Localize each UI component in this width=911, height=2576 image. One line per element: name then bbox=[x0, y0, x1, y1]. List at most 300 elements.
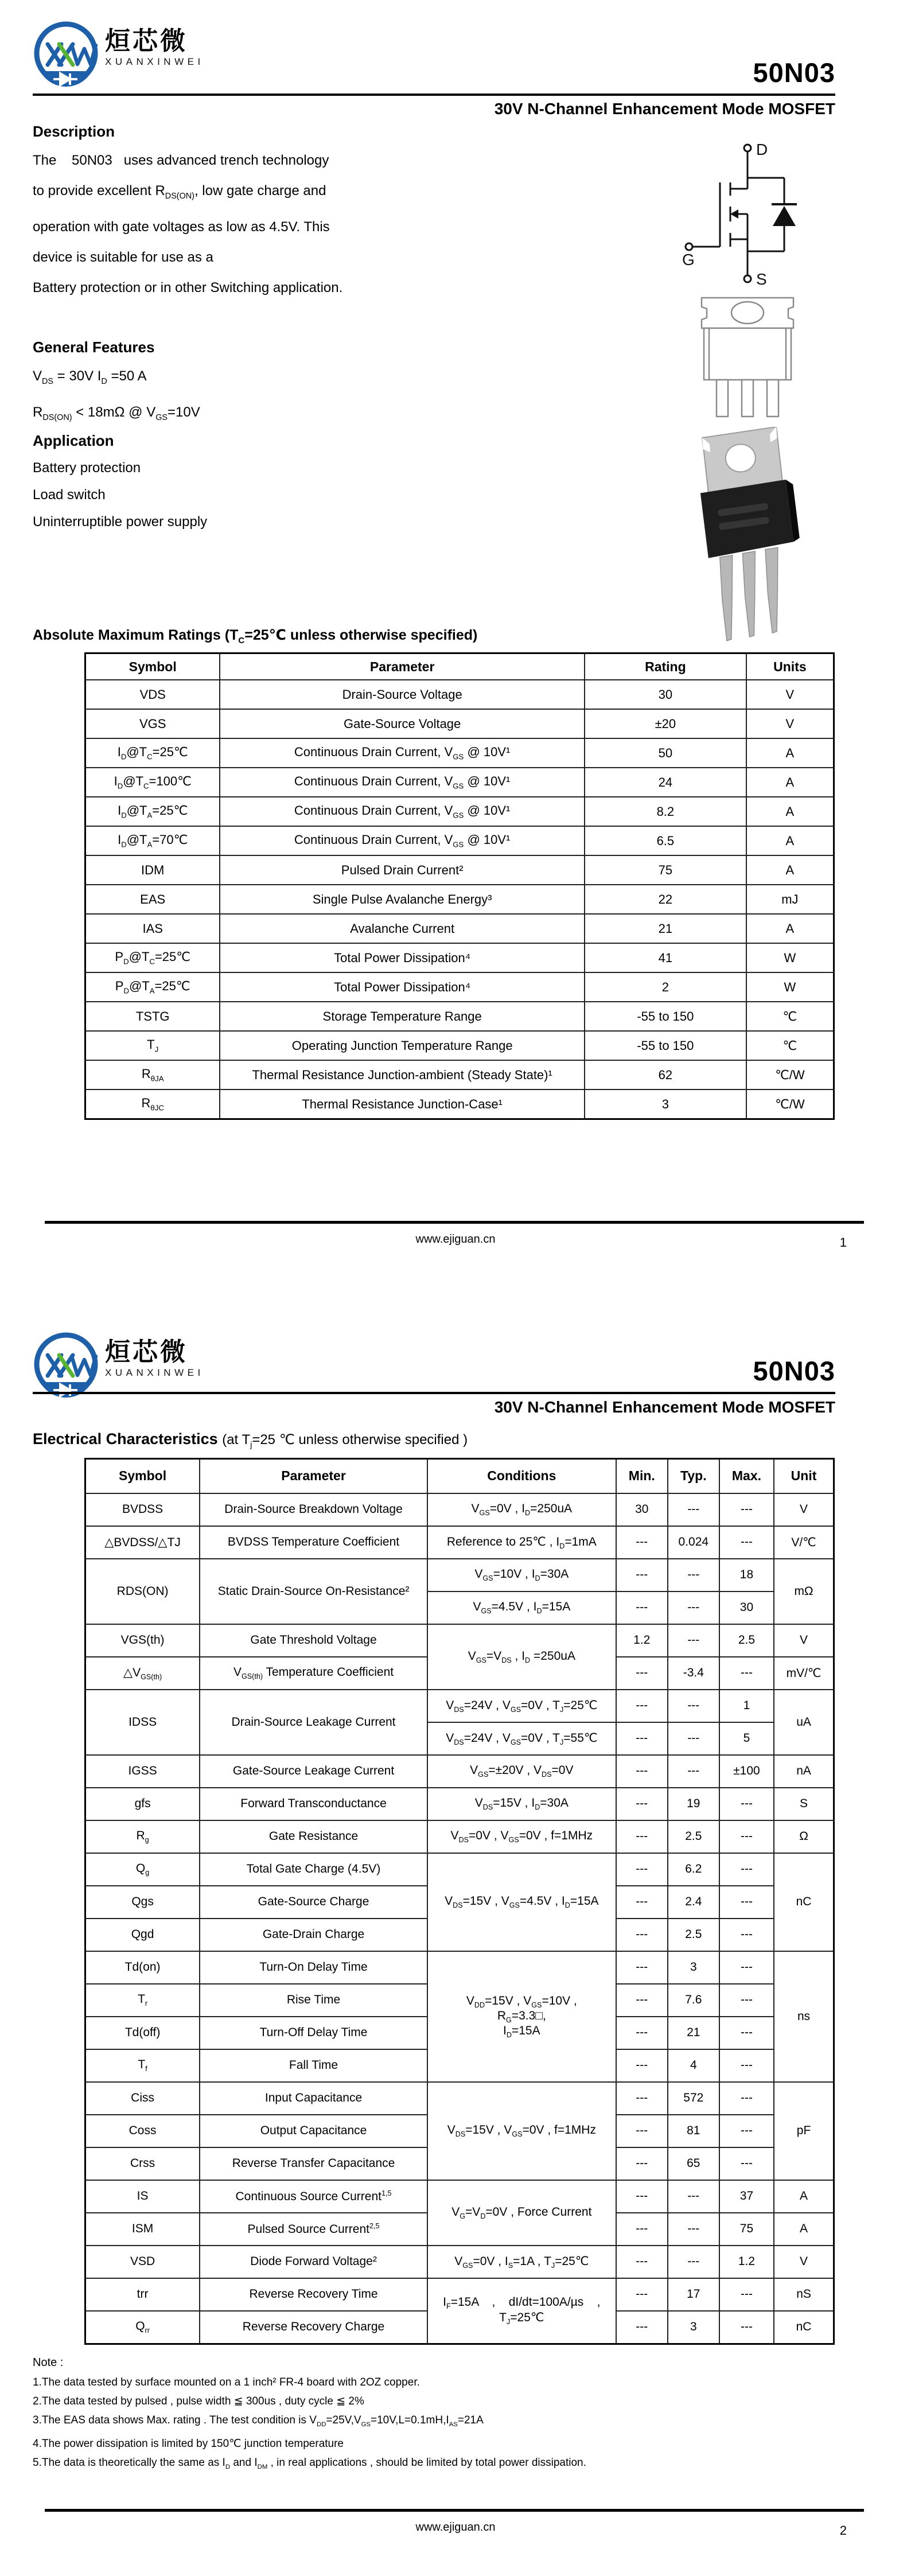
table-cell: 6.2 bbox=[668, 1853, 719, 1886]
table-cell: 17 bbox=[668, 2278, 719, 2311]
application-line: Uninterruptible power supply bbox=[33, 514, 208, 530]
table-cell: A bbox=[746, 768, 834, 797]
table-row bbox=[85, 2278, 834, 2311]
table-cell: 3 bbox=[668, 1951, 719, 1984]
table-cell: $V_{DS}=0V$ , $V_{GS}=0V$ , f=1MHz bbox=[427, 1820, 616, 1853]
table-cell: W bbox=[746, 943, 834, 972]
page-number: 2 bbox=[839, 2523, 847, 2538]
part-number: 50N03 bbox=[753, 1356, 835, 1386]
table-cell: $P_D@T_C=25℃$ bbox=[85, 943, 220, 972]
table-cell: Avalanche Current bbox=[220, 914, 585, 943]
table-cell: 2.5 bbox=[668, 1919, 719, 1951]
table-cell: ℃ bbox=[746, 1002, 834, 1031]
table-cell: Reverse Recovery Charge bbox=[200, 2311, 427, 2344]
table-cell: 21 bbox=[585, 914, 746, 943]
table-cell: --- bbox=[668, 2246, 719, 2278]
note-line: 5.The data is theoretically the same as $I_D$ and $I_{DM}$ , in real applications , should be limited by total power dissipation. bbox=[33, 2456, 586, 2470]
table-cell: --- bbox=[719, 2049, 774, 2082]
table-cell: $V_{GS}=V_{DS}$ , $I_D =250uA$ bbox=[427, 1624, 616, 1690]
table-cell: 41 bbox=[585, 943, 746, 972]
table-cell: 81 bbox=[668, 2115, 719, 2147]
column-header: Max. bbox=[719, 1458, 774, 1493]
table-cell: 4 bbox=[668, 2049, 719, 2082]
table-cell: --- bbox=[668, 1624, 719, 1657]
table-cell: 3 bbox=[668, 2311, 719, 2344]
table-cell: --- bbox=[719, 1853, 774, 1886]
table-cell: ℃/W bbox=[746, 1089, 834, 1119]
table-row bbox=[85, 1690, 834, 1722]
table-cell: Gate Resistance bbox=[200, 1820, 427, 1853]
table-cell: V bbox=[746, 709, 834, 738]
table-cell: Thermal Resistance Junction-Case¹ bbox=[220, 1089, 585, 1119]
table-row bbox=[85, 797, 834, 826]
table-row bbox=[85, 2180, 834, 2213]
table-cell: V bbox=[746, 680, 834, 709]
mosfet-symbol-diagram bbox=[680, 142, 812, 286]
features-text bbox=[33, 361, 526, 433]
table-cell: --- bbox=[719, 1526, 774, 1559]
table-cell: --- bbox=[668, 1755, 719, 1788]
electrical-characteristics-section bbox=[33, 1430, 835, 2345]
table-cell: ±20 bbox=[585, 709, 746, 738]
table-cell: $R_g$ bbox=[85, 1820, 200, 1853]
table-cell: Continuous Drain Current, $V_{GS}$ @ 10V¹ bbox=[220, 797, 585, 826]
table-row bbox=[85, 855, 834, 885]
company-name-cn: 烜芯微 bbox=[105, 1338, 188, 1366]
ec-heading: Electrical Characteristics bbox=[33, 1430, 218, 1447]
table-cell: 75 bbox=[719, 2213, 774, 2246]
table-cell: 2.5 bbox=[719, 1624, 774, 1657]
column-header: Symbol bbox=[85, 653, 220, 680]
table-cell: Qgd bbox=[85, 1919, 200, 1951]
footer-url[interactable]: www.ejiguan.cn bbox=[415, 1233, 496, 1246]
table-cell: 5 bbox=[719, 1722, 774, 1755]
table-cell: Gate Threshold Voltage bbox=[200, 1624, 427, 1657]
table-cell: --- bbox=[668, 2213, 719, 2246]
table-row bbox=[85, 1755, 834, 1788]
table-cell: 7.6 bbox=[668, 1984, 719, 2017]
table-row bbox=[85, 1788, 834, 1820]
page-number: 1 bbox=[839, 1235, 847, 1250]
table-cell: Total Power Dissipation⁴ bbox=[220, 972, 585, 1002]
table-cell: Total Power Dissipation⁴ bbox=[220, 943, 585, 972]
table-row bbox=[85, 1526, 834, 1559]
table-cell: Reverse Recovery Time bbox=[200, 2278, 427, 2311]
table-cell: --- bbox=[616, 1919, 668, 1951]
table-cell: $V_{GS}=0V$ , $I_D=250uA$ bbox=[427, 1493, 616, 1526]
table-cell: 2.4 bbox=[668, 1886, 719, 1919]
table-row bbox=[85, 1060, 834, 1089]
table-cell: V bbox=[774, 2246, 834, 2278]
table-cell: --- bbox=[719, 1820, 774, 1853]
table-cell: A bbox=[746, 826, 834, 855]
table-cell: Continuous Drain Current, $V_{GS}$ @ 10V¹ bbox=[220, 826, 585, 855]
table-cell: --- bbox=[616, 2082, 668, 2115]
table-cell: --- bbox=[719, 2082, 774, 2115]
table-cell: Ciss bbox=[85, 2082, 200, 2115]
table-row bbox=[85, 1493, 834, 1526]
table-cell: $T_r$ bbox=[85, 1984, 200, 2017]
header-rule bbox=[33, 94, 835, 96]
table-cell: VSD bbox=[85, 2246, 200, 2278]
table-header-row bbox=[85, 1458, 834, 1493]
table-cell: ℃ bbox=[746, 1031, 834, 1060]
footer-rule bbox=[45, 1221, 864, 1224]
feature-line: $R_{DS(ON)} < 18m\Omega$ @ $V_{GS}=10V$ bbox=[33, 404, 200, 422]
table-cell: --- bbox=[719, 2311, 774, 2344]
table-cell: 2.5 bbox=[668, 1820, 719, 1853]
table-cell: pF bbox=[774, 2082, 834, 2180]
table-cell: A bbox=[774, 2180, 834, 2213]
table-cell: VDS bbox=[85, 680, 220, 709]
table-cell: IDSS bbox=[85, 1690, 200, 1755]
table-cell: Input Capacitance bbox=[200, 2082, 427, 2115]
table-cell: Continuous Source Current$^{1,5}$ bbox=[200, 2180, 427, 2213]
column-header: Typ. bbox=[668, 1458, 719, 1493]
table-cell: Reference to 25℃ , $I_D=1mA$ bbox=[427, 1526, 616, 1559]
table-cell: $V_{DS}=15V$ , $I_D=30A$ bbox=[427, 1788, 616, 1820]
table-cell: --- bbox=[719, 1886, 774, 1919]
table-cell: VGS bbox=[85, 709, 220, 738]
table-cell: --- bbox=[668, 1591, 719, 1624]
notes-heading: Note : bbox=[33, 2356, 64, 2369]
table-cell: -55 to 150 bbox=[585, 1031, 746, 1060]
features-heading: General Features bbox=[33, 338, 155, 356]
note-line: 2.The data tested by pulsed , pulse width ≦ 300us , duty cycle ≦ 2% bbox=[33, 2395, 364, 2407]
table-cell: 572 bbox=[668, 2082, 719, 2115]
table-cell: Output Capacitance bbox=[200, 2115, 427, 2147]
column-header: Unit bbox=[774, 1458, 834, 1493]
table-cell: --- bbox=[616, 1853, 668, 1886]
table-cell: nC bbox=[774, 1853, 834, 1951]
table-cell: mJ bbox=[746, 885, 834, 914]
application-line: Load switch bbox=[33, 487, 106, 503]
table-cell: $V_{DS}=15V$ , $V_{GS}=0V$ , f=1MHz bbox=[427, 2082, 616, 2180]
package-graphics bbox=[680, 142, 817, 656]
datasheet-page-2 bbox=[0, 1288, 911, 2576]
table-header-row bbox=[85, 653, 834, 680]
table-cell: $V_G=V_D=0V$ , Force Current bbox=[427, 2180, 616, 2246]
table-cell: $I_D@T_C=25℃$ bbox=[85, 738, 220, 768]
table-cell: Ω bbox=[774, 1820, 834, 1853]
table-cell: 2 bbox=[585, 972, 746, 1002]
description-line: to provide excellent $R_{DS(ON)}$, low gate charge and bbox=[33, 183, 326, 201]
table-cell: 22 bbox=[585, 885, 746, 914]
table-cell: --- bbox=[616, 2180, 668, 2213]
table-cell: --- bbox=[616, 1951, 668, 1984]
column-header: Conditions bbox=[427, 1458, 616, 1493]
table-cell: 19 bbox=[668, 1788, 719, 1820]
table-cell: Td(on) bbox=[85, 1951, 200, 1984]
header-rule bbox=[33, 1392, 835, 1394]
table-cell: uA bbox=[774, 1690, 834, 1755]
feature-line: $V_{DS} = 30V$ $I_D =50$ A bbox=[33, 368, 147, 386]
table-cell: ISM bbox=[85, 2213, 200, 2246]
table-cell: IDM bbox=[85, 855, 220, 885]
table-cell: Gate-Drain Charge bbox=[200, 1919, 427, 1951]
table-cell: --- bbox=[668, 1722, 719, 1755]
notes-text bbox=[33, 2373, 835, 2477]
table-cell: $R_{\theta JA}$ bbox=[85, 1060, 220, 1089]
table-cell: --- bbox=[616, 2213, 668, 2246]
table-cell: $I_D@T_A=70℃$ bbox=[85, 826, 220, 855]
terminal-label-d: D bbox=[756, 142, 768, 158]
column-header: Min. bbox=[616, 1458, 668, 1493]
table-cell: --- bbox=[616, 1984, 668, 2017]
company-name-cn: 烜芯微 bbox=[105, 27, 188, 55]
absolute-maximum-ratings-table bbox=[84, 652, 835, 1120]
table-cell: 0.024 bbox=[668, 1526, 719, 1559]
table-cell: gfs bbox=[85, 1788, 200, 1820]
table-cell: nA bbox=[774, 1755, 834, 1788]
table-cell: --- bbox=[616, 1788, 668, 1820]
description-line: Battery protection or in other Switching application. bbox=[33, 279, 343, 295]
table-cell: ℃/W bbox=[746, 1060, 834, 1089]
table-cell: Continuous Drain Current, $V_{GS}$ @ 10V¹ bbox=[220, 768, 585, 797]
table-cell: V bbox=[774, 1624, 834, 1657]
table-cell: Diode Forward Voltage² bbox=[200, 2246, 427, 2278]
table-cell: $Q_g$ bbox=[85, 1853, 200, 1886]
column-header: Symbol bbox=[85, 1458, 200, 1493]
table-cell: --- bbox=[719, 2278, 774, 2311]
table-cell: --- bbox=[616, 1690, 668, 1722]
table-cell: A bbox=[746, 797, 834, 826]
table-row bbox=[85, 1002, 834, 1031]
table-cell: --- bbox=[616, 1722, 668, 1755]
table-cell: Gate-Source Voltage bbox=[220, 709, 585, 738]
table-cell: A bbox=[746, 914, 834, 943]
table-row bbox=[85, 885, 834, 914]
description-line: device is suitable for use as a bbox=[33, 249, 213, 265]
table-cell: 30 bbox=[719, 1591, 774, 1624]
column-header: Units bbox=[746, 653, 834, 680]
table-cell: IGSS bbox=[85, 1755, 200, 1788]
table-cell: Drain-Source Breakdown Voltage bbox=[200, 1493, 427, 1526]
table-cell: IAS bbox=[85, 914, 220, 943]
table-cell: V bbox=[774, 1493, 834, 1526]
table-cell: 1.2 bbox=[719, 2246, 774, 2278]
table-cell: 18 bbox=[719, 1559, 774, 1591]
table-cell: $T_J$ bbox=[85, 1031, 220, 1060]
table-cell: $V_{GS}=10V$ , $I_D=30A$ bbox=[427, 1559, 616, 1591]
table-cell: $Q_{rr}$ bbox=[85, 2311, 200, 2344]
doc-subtitle: 30V N-Channel Enhancement Mode MOSFET bbox=[494, 100, 835, 118]
column-header: Rating bbox=[585, 653, 746, 680]
table-cell: $V_{GS(th)}$ Temperature Coefficient bbox=[200, 1657, 427, 1690]
table-cell: Reverse Transfer Capacitance bbox=[200, 2147, 427, 2180]
table-cell: --- bbox=[668, 2180, 719, 2213]
company-name-en: XUANXINWEI bbox=[105, 56, 204, 68]
table-cell: Forward Transconductance bbox=[200, 1788, 427, 1820]
table-cell: 6.5 bbox=[585, 826, 746, 855]
table-cell: mV/℃ bbox=[774, 1657, 834, 1690]
table-cell: $I_D@T_A=25℃$ bbox=[85, 797, 220, 826]
table-cell: Static Drain-Source On-Resistance² bbox=[200, 1559, 427, 1624]
table-cell: --- bbox=[719, 2017, 774, 2049]
table-cell: --- bbox=[616, 2017, 668, 2049]
table-cell: $I_D@T_C=100℃$ bbox=[85, 768, 220, 797]
table-row bbox=[85, 1624, 834, 1657]
table-cell: BVDSS bbox=[85, 1493, 200, 1526]
table-cell: TSTG bbox=[85, 1002, 220, 1031]
table-cell: --- bbox=[616, 1526, 668, 1559]
table-row bbox=[85, 1853, 834, 1886]
table-cell: Single Pulse Avalanche Energy³ bbox=[220, 885, 585, 914]
column-header: Parameter bbox=[220, 653, 585, 680]
table-cell: A bbox=[774, 2213, 834, 2246]
note-line: 1.The data tested by surface mounted on a 1 inch² FR-4 board with 2OZ copper. bbox=[33, 2376, 420, 2388]
table-cell: --- bbox=[616, 2049, 668, 2082]
table-cell: Storage Temperature Range bbox=[220, 1002, 585, 1031]
absolute-maximum-ratings-section bbox=[33, 627, 835, 1120]
table-cell: 1 bbox=[719, 1690, 774, 1722]
table-row bbox=[85, 1031, 834, 1060]
table-row bbox=[85, 1559, 834, 1591]
table-cell: Pulsed Source Current$^{2,5}$ bbox=[200, 2213, 427, 2246]
table-cell: VGS(th) bbox=[85, 1624, 200, 1657]
table-cell: --- bbox=[668, 1690, 719, 1722]
table-cell: $T_f$ bbox=[85, 2049, 200, 2082]
table-cell: $V_{DS}=24V$ , $V_{GS}=0V$ , $T_J=25℃$ bbox=[427, 1690, 616, 1722]
table-row bbox=[85, 943, 834, 972]
table-cell: W bbox=[746, 972, 834, 1002]
table-cell: Gate-Source Charge bbox=[200, 1886, 427, 1919]
company-logo bbox=[32, 20, 204, 90]
footer-url[interactable]: www.ejiguan.cn bbox=[415, 2521, 496, 2534]
table-cell: Crss bbox=[85, 2147, 200, 2180]
table-cell: Fall Time bbox=[200, 2049, 427, 2082]
table-cell: Coss bbox=[85, 2115, 200, 2147]
table-cell: RDS(ON) bbox=[85, 1559, 200, 1624]
footer-rule bbox=[45, 2509, 864, 2512]
logo-xxw-icon bbox=[32, 1330, 100, 1400]
table-cell: nS bbox=[774, 2278, 834, 2311]
table-cell: -55 to 150 bbox=[585, 1002, 746, 1031]
table-cell: $V_{GS}=4.5V$ , $I_D=15A$ bbox=[427, 1591, 616, 1624]
ec-heading-condition: (at $T_j=25$ ℃ unless otherwise specified ) bbox=[222, 1432, 468, 1450]
table-cell: $V_{DS}=24V$ , $V_{GS}=0V$ , $T_J=55℃$ bbox=[427, 1722, 616, 1755]
table-cell: --- bbox=[616, 1755, 668, 1788]
table-cell: 30 bbox=[585, 680, 746, 709]
table-cell: IS bbox=[85, 2180, 200, 2213]
table-cell: A bbox=[746, 738, 834, 768]
table-cell: V/℃ bbox=[774, 1526, 834, 1559]
application-section bbox=[33, 432, 526, 535]
table-cell: Operating Junction Temperature Range bbox=[220, 1031, 585, 1060]
table-cell: ns bbox=[774, 1951, 834, 2082]
table-cell: --- bbox=[719, 1788, 774, 1820]
table-cell: 8.2 bbox=[585, 797, 746, 826]
table-cell: $V_{DS}=15V$ , $V_{GS}=4.5V$ , $I_D=15A$ bbox=[427, 1853, 616, 1951]
table-cell: Rise Time bbox=[200, 1984, 427, 2017]
table-cell: trr bbox=[85, 2278, 200, 2311]
table-cell: --- bbox=[719, 1657, 774, 1690]
table-cell: --- bbox=[616, 1657, 668, 1690]
table-cell: $V_{GS}=0V$ , $I_S=1A$ , $T_J=25℃$ bbox=[427, 2246, 616, 2278]
table-cell: --- bbox=[719, 1951, 774, 1984]
note-line: 4.The power dissipation is limited by 150℃ junction temperature bbox=[33, 2437, 344, 2450]
table-cell: --- bbox=[616, 1820, 668, 1853]
table-cell: nC bbox=[774, 2311, 834, 2344]
table-cell: 24 bbox=[585, 768, 746, 797]
application-heading: Application bbox=[33, 432, 114, 449]
description-section bbox=[33, 123, 526, 303]
amr-heading: Absolute Maximum Ratings ($T_C=25℃$ unless otherwise specified) bbox=[33, 627, 478, 645]
table-row bbox=[85, 826, 834, 855]
table-cell: $V_{DD}=15V$ , $V_{GS}=10V$ , $R_G=3.3□$, $I_D=15A$ bbox=[427, 1951, 616, 2082]
electrical-characteristics-table bbox=[84, 1458, 835, 2345]
table-cell: Gate-Source Leakage Current bbox=[200, 1755, 427, 1788]
table-cell: --- bbox=[668, 1559, 719, 1591]
table-cell: $P_D@T_A=25℃$ bbox=[85, 972, 220, 1002]
application-line: Battery protection bbox=[33, 460, 141, 476]
table-cell: --- bbox=[719, 2115, 774, 2147]
table-cell: △BVDSS/△TJ bbox=[85, 1526, 200, 1559]
table-row bbox=[85, 768, 834, 797]
table-cell: S bbox=[774, 1788, 834, 1820]
notes-section bbox=[33, 2356, 835, 2477]
table-cell: Qgs bbox=[85, 1886, 200, 1919]
table-cell: $V_{GS}=\pm 20V$ , $V_{DS}=0V$ bbox=[427, 1755, 616, 1788]
table-cell: --- bbox=[616, 1591, 668, 1624]
description-heading: Description bbox=[33, 123, 115, 140]
table-cell: --- bbox=[616, 2311, 668, 2344]
table-cell: Turn-On Delay Time bbox=[200, 1951, 427, 1984]
description-line: operation with gate voltages as low as 4.5V. This bbox=[33, 219, 330, 235]
table-cell: --- bbox=[616, 2278, 668, 2311]
table-cell: Continuous Drain Current, $V_{GS}$ @ 10V¹ bbox=[220, 738, 585, 768]
table-cell: 62 bbox=[585, 1060, 746, 1089]
table-cell: $I_F=15A$ , dI/dt=100A/µs , $T_J=25℃$ bbox=[427, 2278, 616, 2344]
table-row bbox=[85, 1820, 834, 1853]
table-cell: --- bbox=[616, 2115, 668, 2147]
table-cell: 50 bbox=[585, 738, 746, 768]
table-cell: --- bbox=[719, 1493, 774, 1526]
table-cell: Td(off) bbox=[85, 2017, 200, 2049]
company-logo bbox=[32, 1330, 204, 1400]
table-cell: 37 bbox=[719, 2180, 774, 2213]
table-cell: --- bbox=[719, 1984, 774, 2017]
table-row bbox=[85, 680, 834, 709]
table-cell: 1.2 bbox=[616, 1624, 668, 1657]
table-cell: Total Gate Charge (4.5V) bbox=[200, 1853, 427, 1886]
table-cell: ±100 bbox=[719, 1755, 774, 1788]
terminal-label-s: S bbox=[756, 270, 767, 286]
table-cell: $\triangle V_{GS(th)}$ bbox=[85, 1657, 200, 1690]
table-cell: $R_{\theta JC}$ bbox=[85, 1089, 220, 1119]
table-cell: EAS bbox=[85, 885, 220, 914]
table-cell: --- bbox=[616, 2246, 668, 2278]
table-cell: 30 bbox=[616, 1493, 668, 1526]
description-text bbox=[33, 145, 526, 303]
description-line: The 50N03 uses advanced trench technology bbox=[33, 153, 329, 168]
part-number: 50N03 bbox=[753, 57, 835, 88]
table-row bbox=[85, 914, 834, 943]
table-row bbox=[85, 1951, 834, 1984]
table-cell: --- bbox=[616, 2147, 668, 2180]
table-cell: mΩ bbox=[774, 1559, 834, 1624]
table-row bbox=[85, 972, 834, 1002]
application-text bbox=[33, 454, 526, 535]
table-cell: 75 bbox=[585, 855, 746, 885]
table-row bbox=[85, 1089, 834, 1119]
table-cell: Drain-Source Leakage Current bbox=[200, 1690, 427, 1755]
terminal-label-g: G bbox=[682, 251, 695, 269]
note-line: 3.The EAS data shows Max. rating . The test condition is $V_{DD}=25V,V_{GS}=10V,L=0.1mH,I_{AS}=21A$ bbox=[33, 2414, 484, 2428]
table-cell: BVDSS Temperature Coefficient bbox=[200, 1526, 427, 1559]
table-cell: Thermal Resistance Junction-ambient (Steady State)¹ bbox=[220, 1060, 585, 1089]
company-name-en: XUANXINWEI bbox=[105, 1367, 204, 1379]
